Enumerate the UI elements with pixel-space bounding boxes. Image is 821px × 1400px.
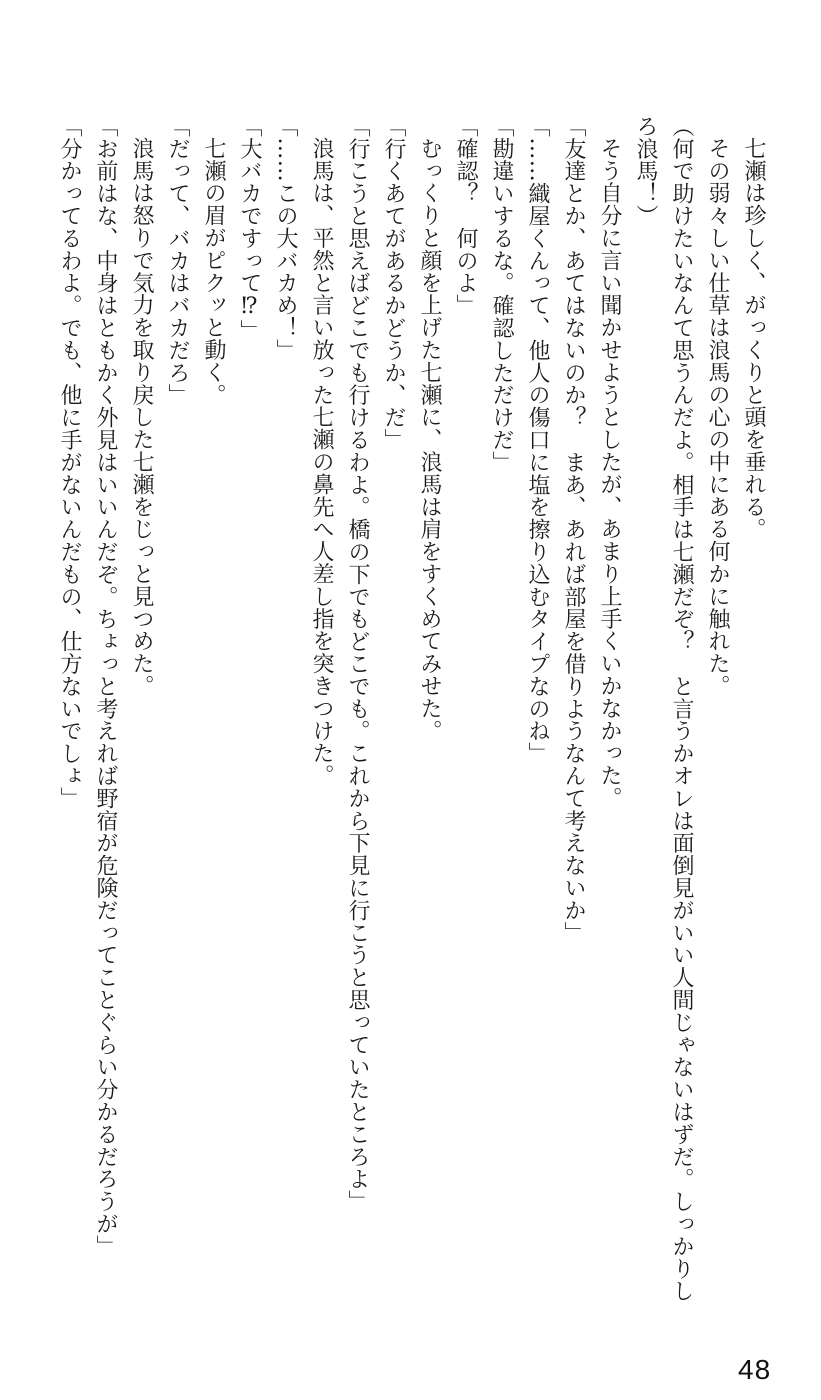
paragraph-narration: 浪馬は、平然と言い放った七瀬の鼻先へ人差し指を突きつけた。 (309, 137, 334, 787)
page-number: 48 (738, 1354, 772, 1385)
paragraph-dialogue: 「勘違いするな。確認しただけだ」 (489, 115, 514, 474)
paragraph-dialogue: 「行くあてがあるかどうか、だ」 (381, 115, 406, 451)
paragraph-narration: 七瀬は珍しく、がっくりと頭を垂れる。 (741, 137, 766, 541)
paragraph-dialogue: 「友達とか、あてはないのか？ まあ、あれば部屋を借りようなんて考えないか」 (561, 115, 586, 944)
paragraph-narration: その弱々しい仕草は浪馬の心の中にある何かに触れた。 (705, 137, 730, 698)
paragraph-dialogue: 「……この大バカめ！」 (273, 115, 298, 362)
paragraph-thought: （何で助けたいなんて思うんだよ。相手は七瀬だぞ？ と言うかオレは面倒見がいい人間じゃないはずだ。しっかりしろ浪馬！） (633, 115, 694, 1303)
paragraph-narration: むっくりと顔を上げた七瀬に、浪馬は肩をすくめてみせた。 (417, 137, 442, 743)
paragraph-dialogue: 「だって、バカはバカだろ」 (165, 115, 190, 407)
paragraph-narration: そう自分に言い聞かせようとしたが、あまり上手くいかなかった。 (597, 137, 622, 810)
paragraph-dialogue: 「お前はな、中身はともかく外見はいいんだぞ。ちょっと考えれば野宿が危険だってことぐらい分かるだろうが」 (93, 115, 118, 1258)
paragraph-dialogue: 「分かってるわよ。でも、他に手がないんだもの、仕方ないでしょ」 (57, 115, 82, 810)
vertical-text-block (51, 115, 771, 1303)
paragraph-dialogue: 「……織屋くんって、他人の傷口に塩を擦り込むタイプなのね」 (525, 115, 550, 765)
paragraph-dialogue: 「確認？ 何のよ」 (453, 115, 478, 317)
paragraph-dialogue: 「大バカですって⁉」 (237, 115, 262, 342)
paragraph-narration: 浪馬は怒りで気力を取り戻した七瀬をじっと見つめた。 (129, 137, 154, 698)
paragraph-dialogue: 「行こうと思えばどこでも行けるわよ。橋の下でもどこでも。これから下見に行こうと思っていたところよ」 (345, 115, 370, 1213)
paragraph-narration: 七瀬の眉がピクッと動く。 (201, 137, 226, 407)
